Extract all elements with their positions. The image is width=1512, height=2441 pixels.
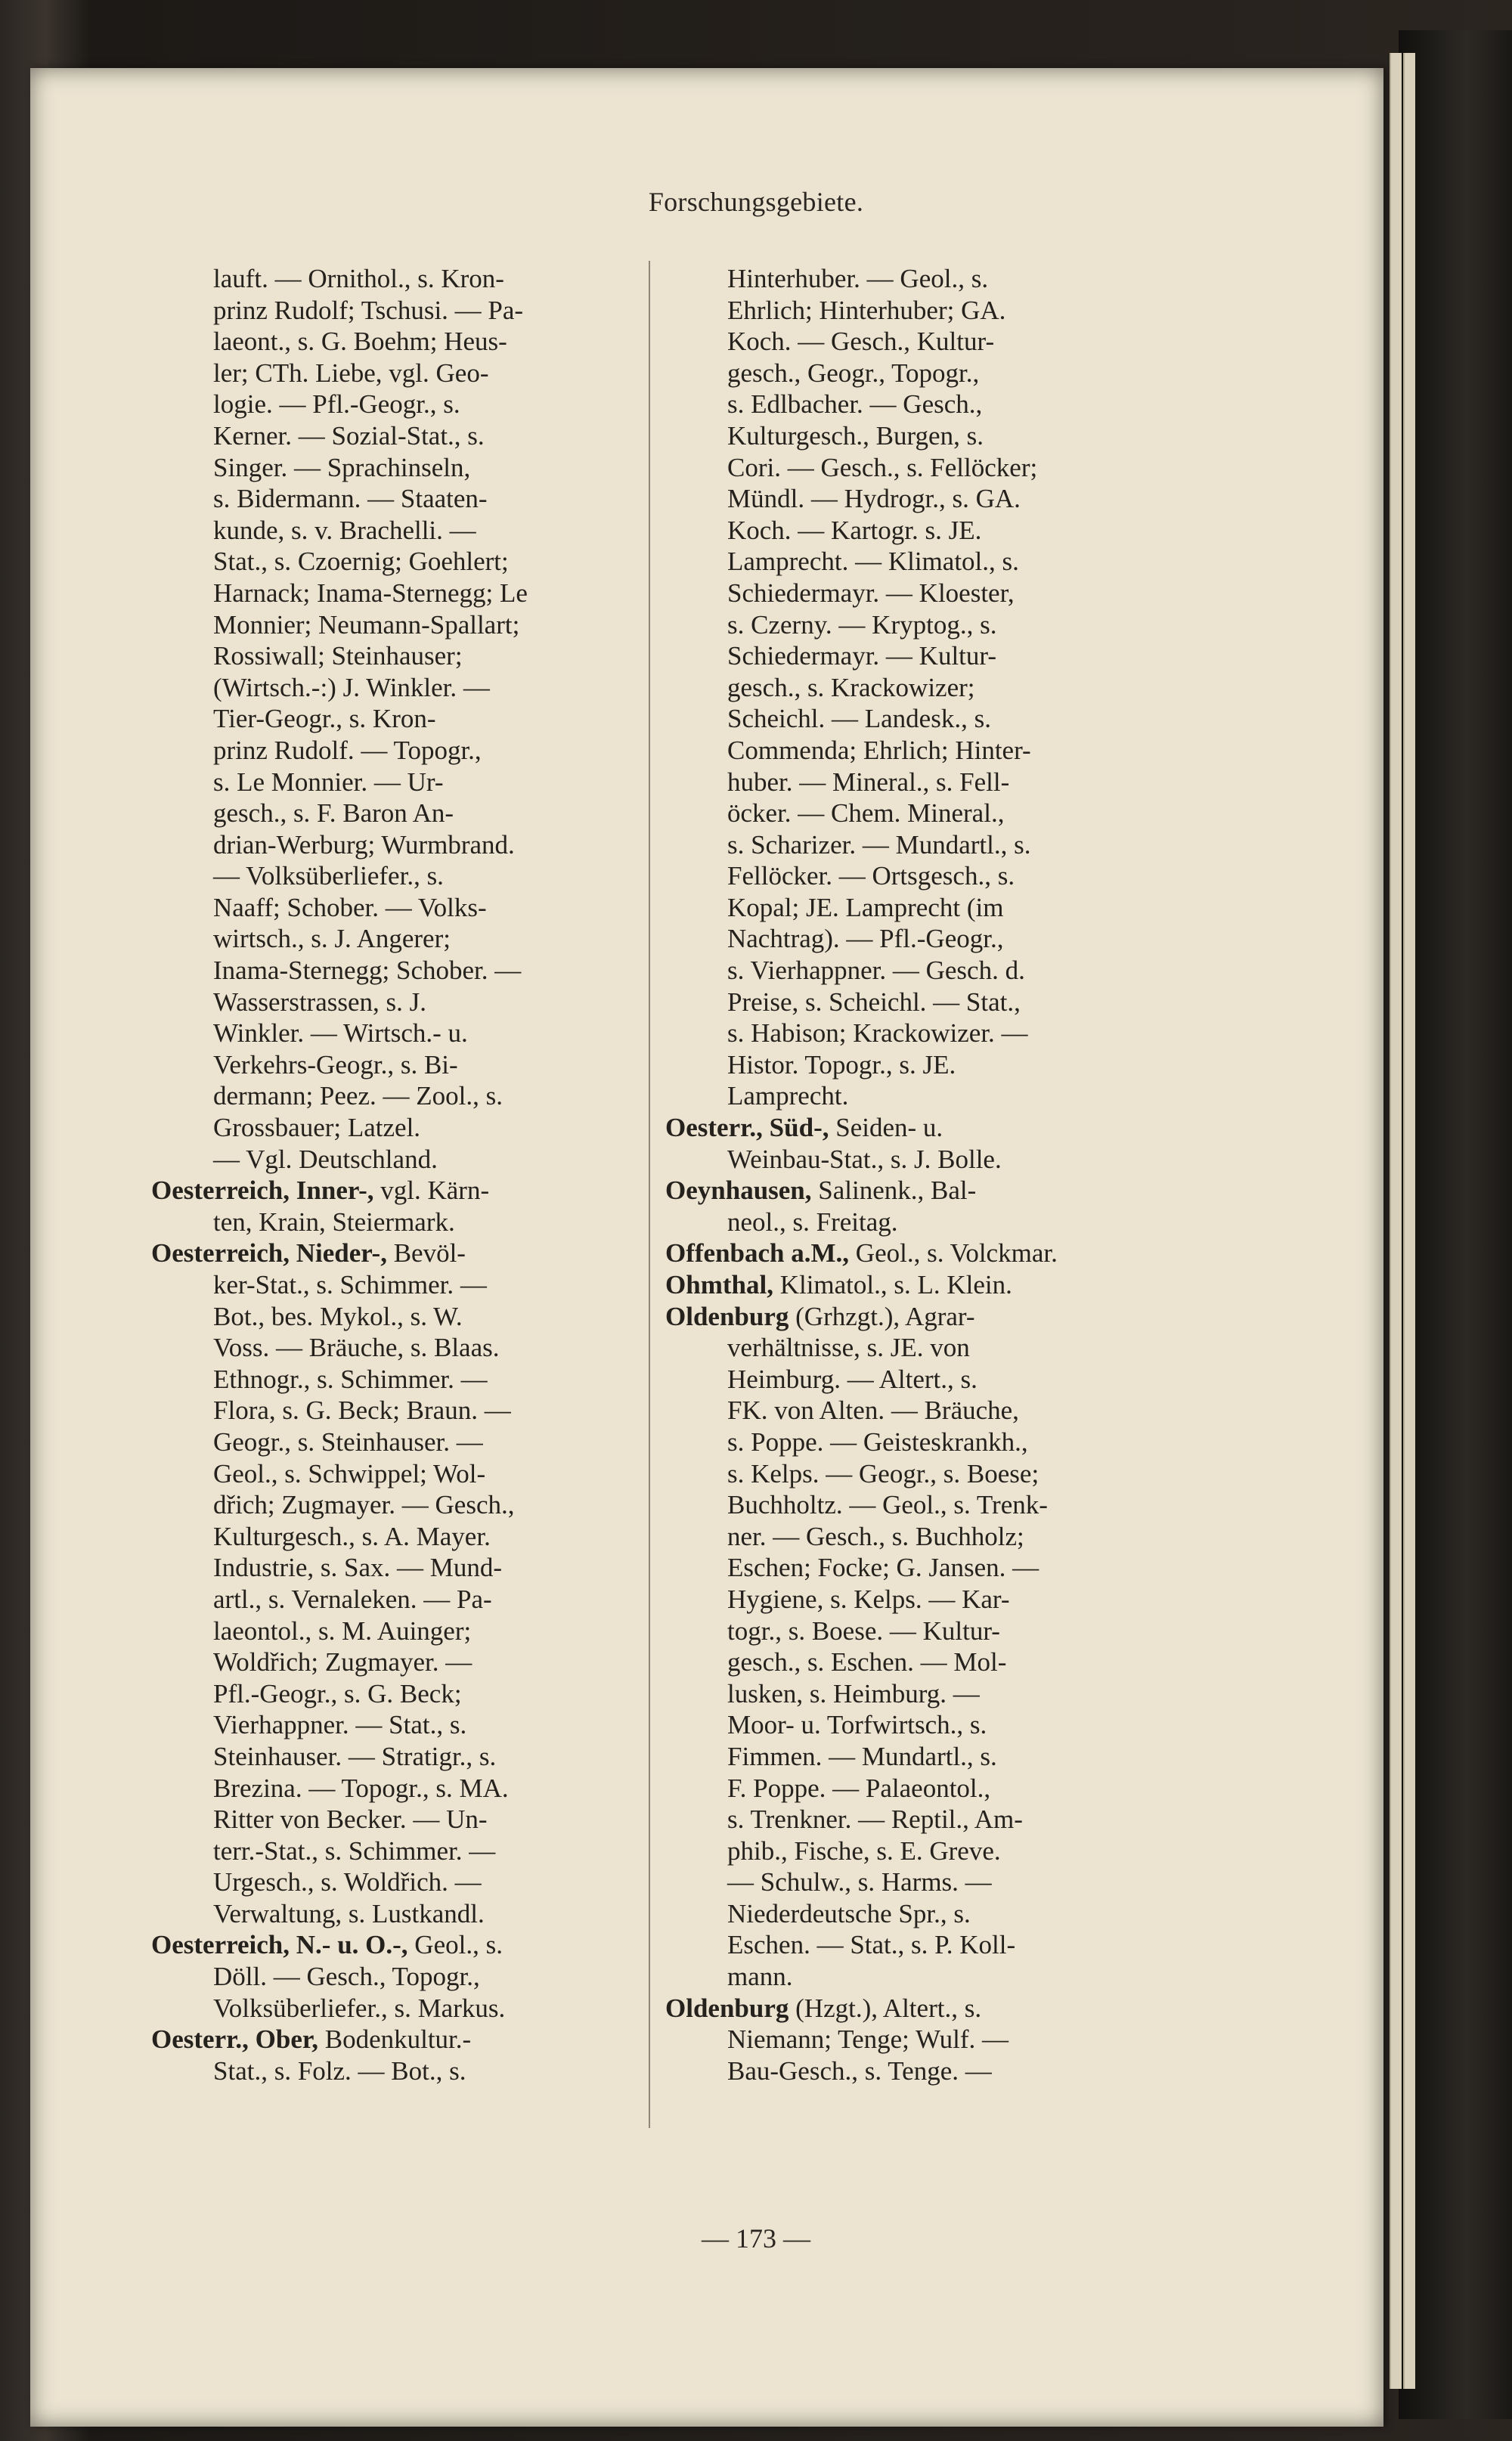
index-text-line [665,1395,1149,1426]
line-text: Cori. — Gesch., s. Fellöcker; [727,452,1038,482]
index-text-line [665,987,1149,1018]
index-text-line [151,1993,635,2024]
index-text-line [665,1741,1149,1773]
index-text-line [151,892,635,924]
line-text: Rossiwall; Steinhauser; [213,641,463,671]
entry-headword: Offenbach a.M., [665,1238,850,1269]
line-text: Ethnogr., s. Schimmer. — [213,1364,488,1394]
entry-headword: Oldenburg [665,1301,789,1331]
line-text: Vierhappner. — Stat., s. [213,1710,467,1740]
index-text-line [665,1018,1149,1049]
line-text: Kopal; JE. Lamprecht (im [727,892,1004,922]
index-text-line [665,1804,1149,1835]
line-text: Klimatol., s. L. Klein. [773,1270,1012,1299]
index-text-line [151,829,635,861]
line-text: öcker. — Chem. Mineral., [727,798,1005,829]
page-footer [0,2223,1512,2254]
line-text: Pfl.-Geogr., s. G. Beck; [213,1678,462,1708]
line-text: Eschen. — Stat., s. P. Koll- [727,1930,1016,1960]
index-text-line [151,263,635,295]
index-text-line [665,703,1149,735]
index-text-line [151,1112,635,1144]
line-text: Geol., s. [407,1930,503,1960]
line-text: Bodenkultur.- [318,2024,472,2055]
line-text: Eschen; Focke; G. Jansen. — [727,1553,1040,1583]
index-text-line [151,483,635,515]
line-text: Salinenk., Bal- [811,1176,977,1206]
index-text-line [665,1929,1149,1961]
line-text: Weinbau-Stat., s. J. Bolle. [727,1144,1002,1174]
line-text: drian-Werburg; Wurmbrand. [213,829,515,860]
index-text-line [151,987,635,1018]
line-text: Moor- u. Torfwirtsch., s. [727,1710,987,1740]
index-text-line [151,1207,635,1238]
line-text: s. Trenkner. — Reptil., Am- [727,1804,1023,1835]
index-text-line [151,1646,635,1678]
index-text-line [665,1866,1149,1898]
line-text: Monnier; Neumann-Spallart; [213,609,520,640]
index-text-line [151,1741,635,1773]
index-text-line [151,1866,635,1898]
line-text: Fimmen. — Mundartl., s. [727,1741,997,1771]
line-text: Lamprecht. [727,1081,849,1111]
page-number: 173 [736,2223,776,2254]
index-text-line [151,1395,635,1426]
index-text-line [665,609,1149,641]
line-text: (Grhzgt.), Agrar- [789,1301,975,1331]
line-text: — Volksüberliefer., s. [213,861,444,891]
index-text-line [665,1144,1149,1176]
index-text-line [665,578,1149,609]
index-entry-heading-line [151,1238,635,1269]
index-text-line [151,798,635,829]
index-text-line [151,1018,635,1049]
index-text-line [151,955,635,987]
index-text-line [151,1804,635,1835]
index-text-line [151,1080,635,1112]
line-text: Winkler. — Wirtsch.- u. [213,1018,468,1049]
line-text: Hinterhuber. — Geol., s. [727,264,989,293]
line-text: Inama-Sternegg; Schober. — [213,956,522,986]
entry-headword: Oesterreich, N.- u. O.-, [151,1930,408,1960]
index-text-line [665,483,1149,515]
entry-headword: Ohmthal, [665,1270,773,1299]
index-text-line [151,1678,635,1710]
index-text-line [151,640,635,672]
index-text-line [665,1552,1149,1584]
entry-headword: Oesterr., Süd-, [665,1113,829,1143]
index-text-line [665,1615,1149,1647]
entry-headword: Oesterreich, Nieder-, [151,1238,387,1269]
index-text-line [665,672,1149,704]
line-text: s. Le Monnier. — Ur- [213,767,444,797]
line-text: Commenda; Ehrlich; Hinter- [727,735,1031,765]
line-text: prinz Rudolf. — Topogr., [213,735,482,765]
line-text: Stat., s. Czoernig; Goehlert; [213,547,509,577]
line-text: s. Scharizer. — Mundartl., s. [727,829,1031,860]
line-text: (Wirtsch.-:) J. Winkler. — [213,672,490,702]
index-text-line [151,1458,635,1490]
index-text-line [151,1364,635,1396]
dash-left: — [702,2223,736,2254]
line-text: s. Habison; Krackowizer. — [727,1018,1028,1049]
index-text-line [151,1835,635,1867]
index-text-line [665,389,1149,420]
index-text-line [665,735,1149,767]
index-text-line [151,578,635,609]
line-text: Döll. — Gesch., Topogr., [213,1962,480,1992]
index-text-line [151,1521,635,1553]
line-text: Fellöcker. — Ortsgesch., s. [727,861,1015,891]
line-text: Wasserstrassen, s. J. [213,987,426,1017]
index-text-line [151,1489,635,1521]
line-text: Bevöl- [386,1238,466,1269]
line-text: ler; CTh. Liebe, vgl. Geo- [213,358,489,388]
line-text: Verkehrs-Geogr., s. Bi- [213,1049,458,1080]
line-text: wirtsch., s. J. Angerer; [213,924,451,954]
book-binding [1399,30,1512,2419]
index-text-line [151,703,635,735]
line-text: Tier-Geogr., s. Kron- [213,704,436,734]
index-text-line [151,1332,635,1364]
index-text-line [151,1144,635,1176]
line-text: vgl. Kärn- [373,1176,490,1206]
line-text: gesch., s. F. Baron An- [213,798,454,829]
line-text: laeontol., s. M. Auinger; [213,1615,472,1646]
line-text: Ritter von Becker. — Un- [213,1804,488,1835]
line-text: Grossbauer; Latzel. [213,1113,421,1143]
index-text-line [151,1709,635,1741]
running-header: Forschungsgebiete. [648,187,864,217]
index-text-line [665,892,1149,924]
index-entry-heading-line [665,1238,1149,1269]
index-text-line [151,1615,635,1647]
line-text: logie. — Pfl.-Geogr., s. [213,389,460,420]
index-text-line [665,923,1149,955]
index-text-line [665,546,1149,578]
line-text: — Vgl. Deutschland. [213,1144,438,1174]
line-text: Histor. Topogr., s. JE. [727,1049,956,1080]
index-text-line [665,2024,1149,2055]
page-edge [1403,53,1415,2389]
index-text-line [665,1646,1149,1678]
index-text-line [665,1584,1149,1615]
line-text: Schiedermayr. — Kloester, [727,578,1015,608]
left-column [151,263,635,2086]
line-text: gesch., s. Krackowizer; [727,672,975,702]
line-text: Harnack; Inama-Sternegg; Le [213,578,528,608]
index-text-line [665,420,1149,452]
index-text-line [665,1678,1149,1710]
index-text-line [665,1898,1149,1930]
index-text-line [151,2055,635,2087]
line-text: ker-Stat., s. Schimmer. — [213,1270,487,1299]
line-text: Industrie, s. Sax. — Mund- [213,1553,503,1583]
index-text-line [665,1458,1149,1490]
dash-right: — [776,2223,810,2254]
line-text: dermann; Peez. — Zool., s. [213,1081,503,1111]
line-text: Hygiene, s. Kelps. — Kar- [727,1584,1010,1614]
index-text-line [151,1961,635,1993]
index-text-line [151,1898,635,1930]
line-text: s. Poppe. — Geisteskrankh., [727,1426,1028,1457]
line-text: Preise, s. Scheichl. — Stat., [727,987,1021,1017]
index-entry-heading-line [151,2024,635,2055]
entry-headword: Oldenburg [665,1993,789,2023]
index-text-line [665,1332,1149,1364]
line-text: verhältnisse, s. JE. von [727,1333,970,1363]
line-text: gesch., s. Eschen. — Mol- [727,1647,1007,1677]
index-text-line [151,923,635,955]
index-text-line [665,1207,1149,1238]
line-text: — Schulw., s. Harms. — [727,1867,992,1897]
line-text: kunde, s. v. Brachelli. — [213,515,476,545]
index-text-line [151,515,635,547]
line-text: Kulturgesch., s. A. Mayer. [213,1521,491,1551]
index-text-line [151,1426,635,1458]
index-text-line [151,860,635,892]
index-text-line [665,263,1149,295]
line-text: lusken, s. Heimburg. — [727,1678,980,1708]
line-text: FK. von Alten. — Bräuche, [727,1396,1019,1426]
index-text-line [151,420,635,452]
index-text-line [665,295,1149,327]
line-text: F. Poppe. — Palaeontol., [727,1773,991,1803]
line-text: Verwaltung, s. Lustkandl. [213,1898,485,1928]
line-text: prinz Rudolf; Tschusi. — Pa- [213,295,524,325]
index-text-line [665,1080,1149,1112]
line-text: Schiedermayr. — Kultur- [727,641,997,671]
page-edge [1390,53,1402,2389]
index-text-line [151,1773,635,1804]
index-text-line [151,767,635,798]
line-text: neol., s. Freitag. [727,1207,898,1237]
entry-headword: Oesterreich, Inner-, [151,1176,374,1206]
index-text-line [151,1301,635,1333]
index-text-line [151,1049,635,1081]
index-text-line [665,326,1149,358]
index-entry-heading-line [665,1269,1149,1301]
line-text: Geol., s. Schwippel; Wol- [213,1458,486,1488]
line-text: Ehrlich; Hinterhuber; GA. [727,295,1006,325]
index-text-line [665,2055,1149,2087]
line-text: ner. — Gesch., s. Buchholz; [727,1521,1024,1551]
line-text: Volksüberliefer., s. Markus. [213,1993,506,2023]
line-text: Nachtrag). — Pfl.-Geogr., [727,924,1004,954]
line-text: Lamprecht. — Klimatol., s. [727,547,1019,577]
line-text: dřich; Zugmayer. — Gesch., [213,1490,515,1520]
line-text: Voss. — Bräuche, s. Blaas. [213,1333,500,1363]
index-text-line [665,1364,1149,1396]
index-text-line [151,1584,635,1615]
line-text: Heimburg. — Altert., s. [727,1364,978,1394]
line-text: Urgesch., s. Woldřich. — [213,1867,482,1897]
index-entry-heading-line [151,1175,635,1207]
index-text-line [151,452,635,484]
index-text-line [151,358,635,389]
line-text: mann. [727,1962,793,1992]
index-text-line [151,1269,635,1301]
index-text-line [665,1521,1149,1553]
index-text-line [665,1709,1149,1741]
line-text: phib., Fische, s. E. Greve. [727,1835,1001,1866]
line-text: Bot., bes. Mykol., s. W. [213,1301,463,1331]
line-text: huber. — Mineral., s. Fell- [727,767,1010,797]
index-text-line [665,798,1149,829]
index-text-line [665,1049,1149,1081]
line-text: Scheichl. — Landesk., s. [727,704,991,734]
index-text-line [151,735,635,767]
index-text-line [665,860,1149,892]
line-text: Kulturgesch., Burgen, s. [727,420,984,451]
line-text: Flora, s. G. Beck; Braun. — [213,1396,511,1426]
index-text-line [665,767,1149,798]
index-text-line [665,1835,1149,1867]
index-text-line [151,1552,635,1584]
column-divider [649,261,650,2128]
index-entry-heading-line [665,1112,1149,1144]
line-text: Stat., s. Folz. — Bot., s. [213,2055,466,2086]
index-entry-heading-line [665,1993,1149,2024]
index-text-line [151,609,635,641]
line-text: terr.-Stat., s. Schimmer. — [213,1835,496,1866]
line-text: Mündl. — Hydrogr., s. GA. [727,484,1021,514]
index-entry-heading-line [665,1175,1149,1207]
entry-headword: Oesterr., Ober, [151,2024,318,2055]
index-text-line [665,1773,1149,1804]
line-text: Bau-Gesch., s. Tenge. — [727,2055,992,2086]
line-text: Niemann; Tenge; Wulf. — [727,2024,1009,2055]
index-text-line [665,829,1149,861]
line-text: Naaff; Schober. — Volks- [213,892,487,922]
line-text: s. Czerny. — Kryptog., s. [727,609,997,640]
index-text-line [665,1961,1149,1993]
line-text: Kerner. — Sozial-Stat., s. [213,420,485,451]
line-text: Koch. — Gesch., Kultur- [727,327,995,357]
line-text: Buchholtz. — Geol., s. Trenk- [727,1490,1048,1520]
line-text: artl., s. Vernaleken. — Pa- [213,1584,492,1614]
line-text: Steinhauser. — Stratigr., s. [213,1741,497,1771]
line-text: Brezina. — Topogr., s. MA. [213,1773,509,1803]
index-text-line [665,640,1149,672]
line-text: gesch., Geogr., Topogr., [727,358,980,388]
line-text: Seiden- u. [829,1113,943,1143]
index-text-line [151,546,635,578]
index-entry-heading-line [151,1929,635,1961]
index-text-line [151,672,635,704]
line-text: lauft. — Ornithol., s. Kron- [213,264,504,293]
line-text: togr., s. Boese. — Kultur- [727,1615,1000,1646]
line-text: Geol., s. Volckmar. [849,1238,1058,1269]
entry-headword: Oeynhausen, [665,1176,812,1206]
line-text: s. Bidermann. — Staaten- [213,484,488,514]
line-text: Woldřich; Zugmayer. — [213,1647,472,1677]
line-text: Niederdeutsche Spr., s. [727,1898,971,1928]
line-text: s. Edlbacher. — Gesch., [727,389,983,420]
line-text: Koch. — Kartogr. s. JE. [727,515,982,545]
index-text-line [665,515,1149,547]
line-text: s. Kelps. — Geogr., s. Boese; [727,1458,1040,1488]
line-text: laeont., s. G. Boehm; Heus- [213,327,507,357]
line-text: ten, Krain, Steiermark. [213,1207,455,1237]
index-text-line [665,452,1149,484]
index-entry-heading-line [665,1301,1149,1333]
index-text-line [665,358,1149,389]
line-text: Geogr., s. Steinhauser. — [213,1426,483,1457]
index-text-line [665,955,1149,987]
line-text: Singer. — Sprachinseln, [213,452,471,482]
index-text-line [151,389,635,420]
right-column [665,263,1149,2086]
index-text-line [665,1426,1149,1458]
index-text-line [151,326,635,358]
line-text: (Hzgt.), Altert., s. [789,1993,982,2023]
index-text-line [665,1489,1149,1521]
index-text-line [151,295,635,327]
line-text: s. Vierhappner. — Gesch. d. [727,956,1025,986]
